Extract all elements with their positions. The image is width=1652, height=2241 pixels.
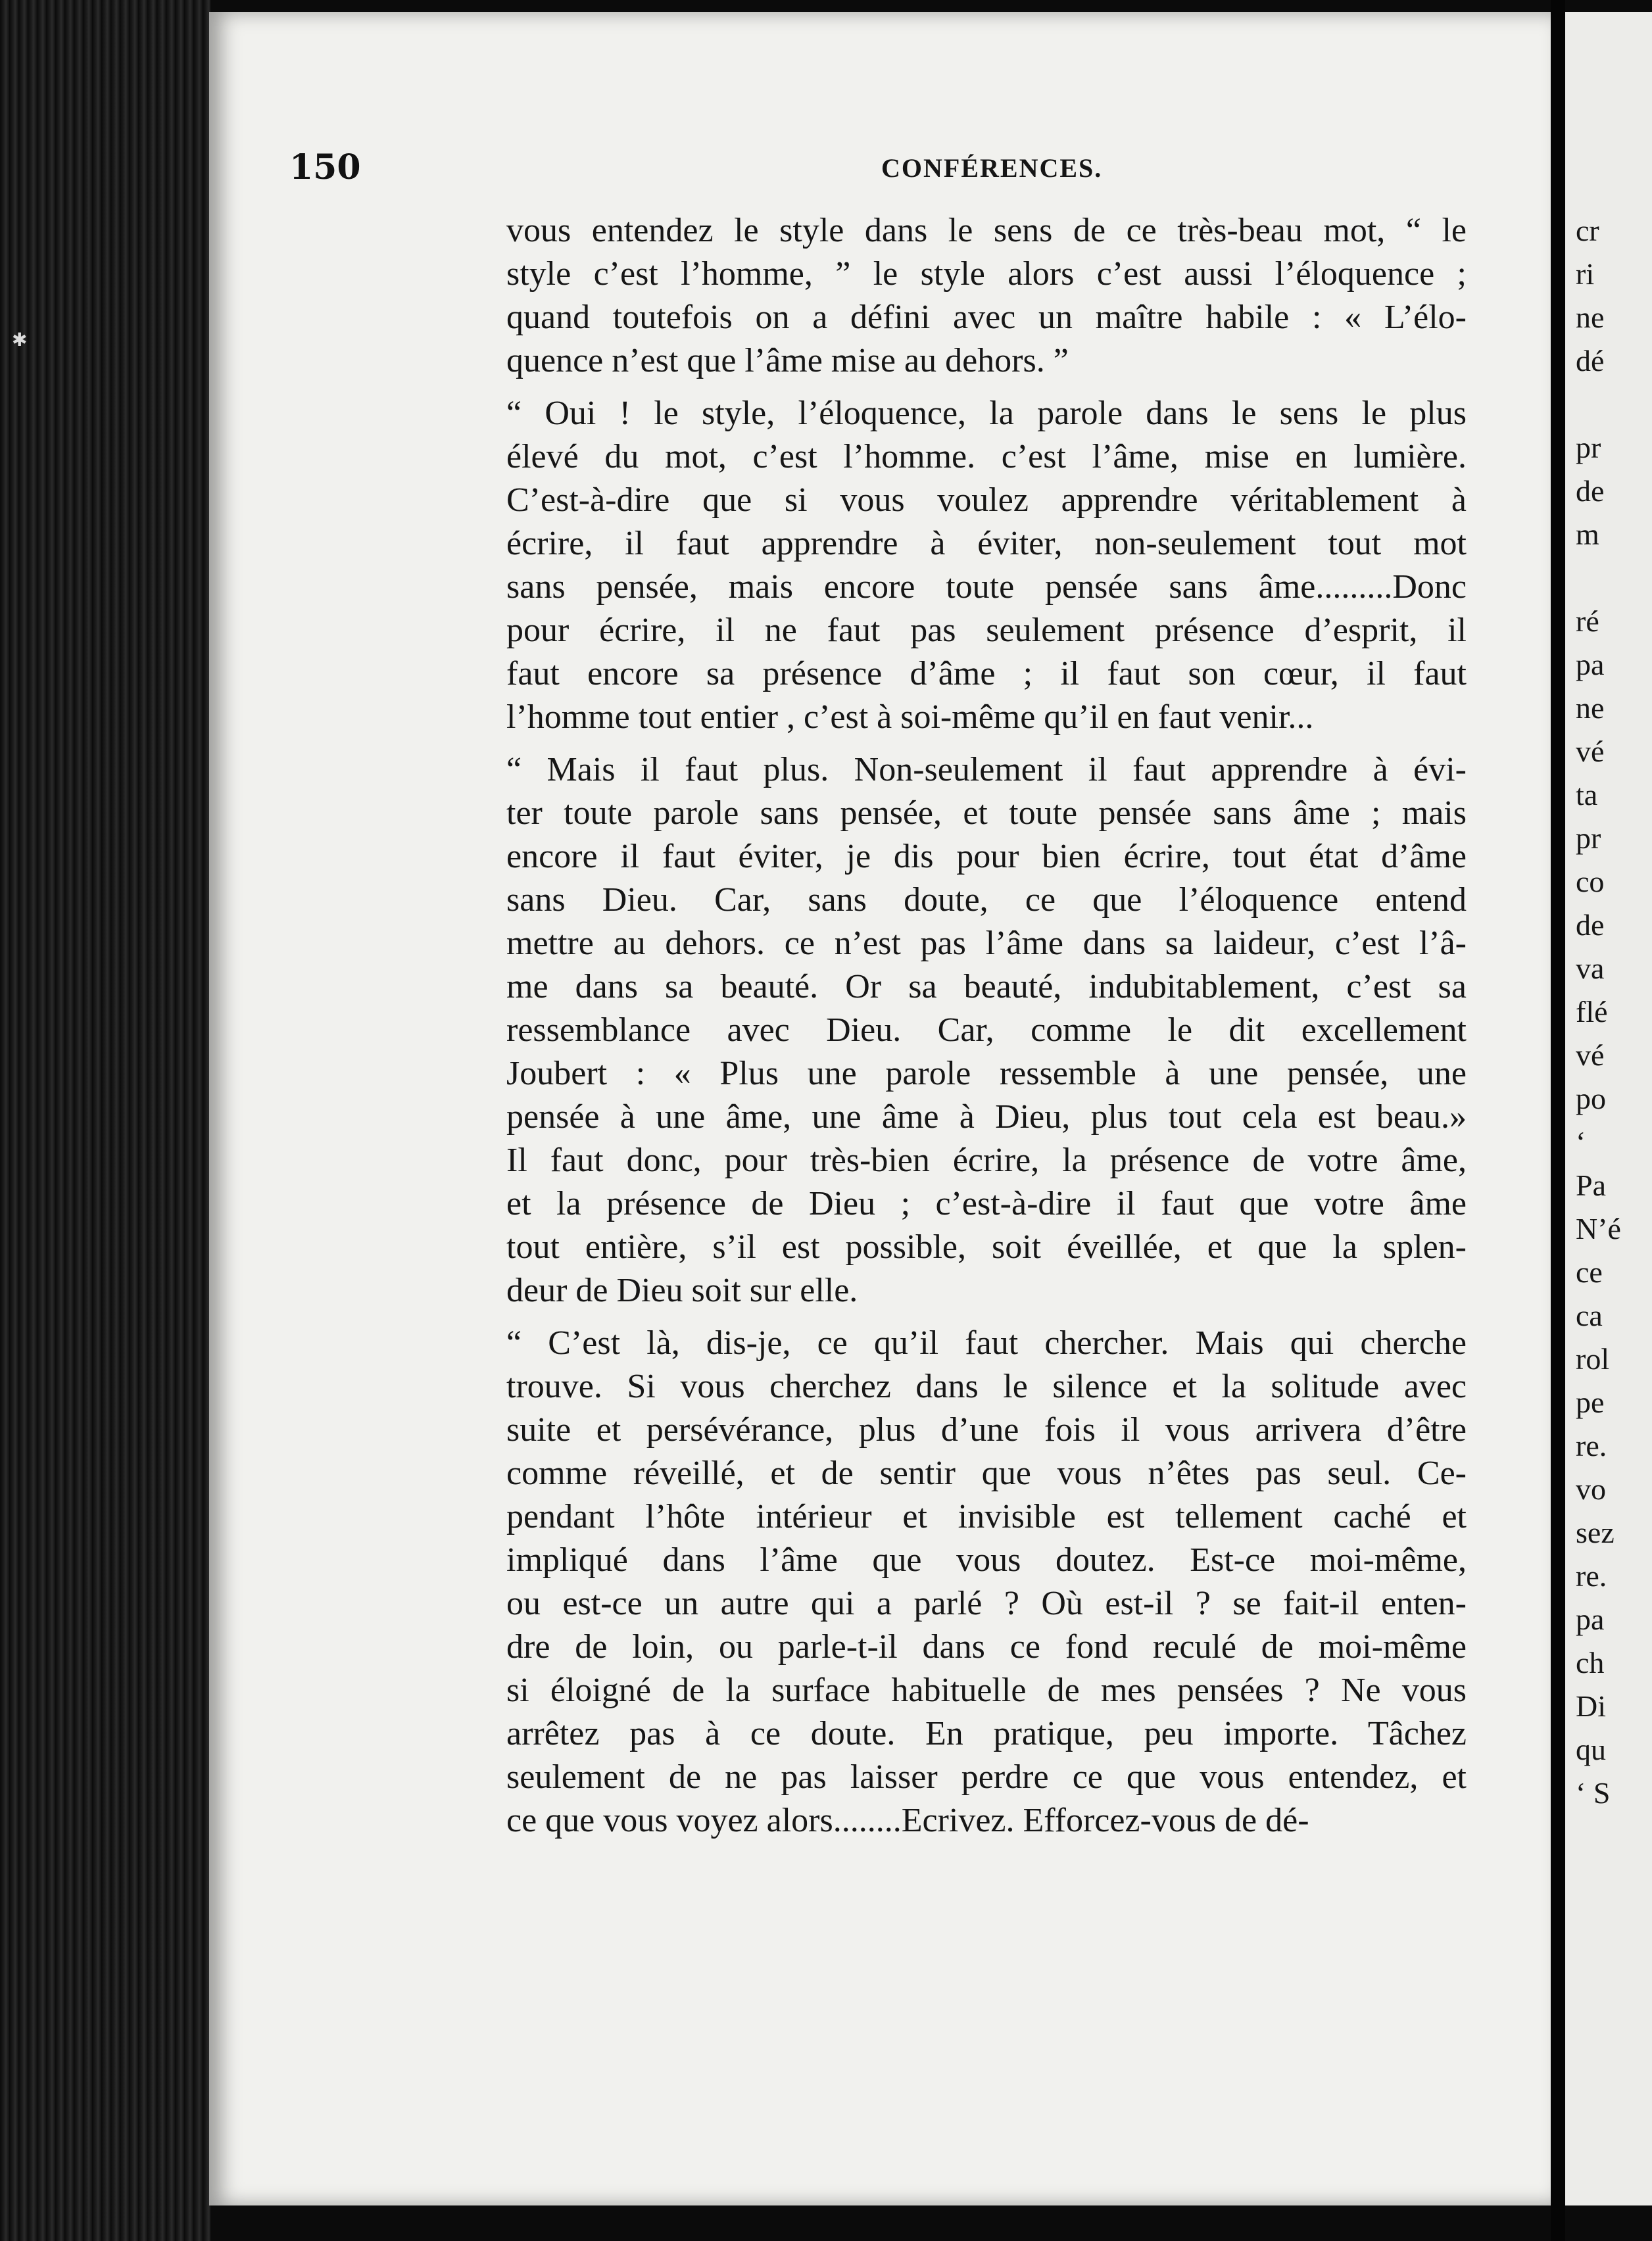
facing-page-fragment: ce [1576, 1255, 1603, 1289]
text-line: pour écrire, il ne faut pas seulement présence d’esprit, il [506, 612, 1467, 649]
facing-page-fragment: m [1576, 518, 1599, 551]
text-line: et la présence de Dieu ; c’est-à-dire il faut que votre âme [506, 1185, 1467, 1222]
facing-page-fragment [1576, 383, 1652, 426]
page-number: 150 [289, 147, 361, 187]
facing-page-fragment: va [1576, 952, 1605, 985]
facing-page-fragment: de [1576, 474, 1605, 508]
text-line: “ Oui ! le style, l’éloquence, la parole dans le sens le plus [506, 395, 1467, 432]
text-line: seulement de ne pas laisser perdre ce que vous entendez, et [506, 1758, 1467, 1796]
text-line: impliqué dans l’âme que vous doutez. Est-ce moi-même, [506, 1541, 1467, 1579]
text-line: comme réveillé, et de sentir que vous n’êtes pas seul. Ce- [506, 1455, 1467, 1492]
book-page-edges [0, 0, 210, 2241]
facing-page-fragment: sez [1576, 1516, 1615, 1549]
facing-page-fragment: de [1576, 908, 1605, 942]
text-line: pendant l’hôte intérieur et invisible est tellement caché et [506, 1498, 1467, 1535]
facing-page-fragment: N’é [1576, 1212, 1621, 1245]
text-line: quand toutefois on a défini avec un maître habile : « L’élo- [506, 299, 1467, 336]
text-line: ter toute parole sans pensée, et toute pensée sans âme ; mais [506, 794, 1467, 832]
facing-page-fragment: ta [1576, 778, 1598, 811]
text-line: pensée à une âme, une âme à Dieu, plus tout cela est beau.» [506, 1098, 1467, 1136]
text-line: faut encore sa présence d’âme ; il faut son cœur, il faut [506, 655, 1467, 692]
facing-page-fragment: ne [1576, 301, 1605, 334]
facing-page-fragment: qu [1576, 1733, 1606, 1766]
facing-page-fragment: ri [1576, 257, 1595, 291]
facing-page-fragment: ch [1576, 1646, 1605, 1679]
text-line: sans pensée, mais encore toute pensée sans âme.........Donc [506, 568, 1467, 606]
text-line: vous entendez le style dans le sens de ce très-beau mot, “ le [506, 212, 1467, 249]
facing-page-fragment: pr [1576, 821, 1601, 855]
facing-page-fragment: ne [1576, 691, 1605, 725]
text-line: ce que vous voyez alors........Ecrivez. Efforcez-vous de dé- [506, 1802, 1309, 1839]
facing-page-fragment: ‘ [1576, 1125, 1586, 1159]
paragraph-gap [506, 383, 1467, 392]
text-line: écrire, il faut apprendre à éviter, non-seulement tout mot [506, 525, 1467, 562]
text-line: encore il faut éviter, je dis pour bien écrire, tout état d’âme [506, 838, 1467, 875]
facing-page-fragment: re. [1576, 1559, 1607, 1593]
facing-page-fragment: dé [1576, 344, 1605, 377]
text-line: dre de loin, ou parle-t-il dans ce fond reculé de moi-même [506, 1628, 1467, 1666]
facing-page-fragment [1576, 556, 1652, 600]
facing-page-fragment: co [1576, 865, 1605, 898]
page-gutter [1551, 0, 1565, 2241]
facing-page-fragment: vo [1576, 1472, 1606, 1506]
facing-page-fragment: Di [1576, 1689, 1606, 1723]
text-line: Joubert : « Plus une parole ressemble à une pensée, une [506, 1055, 1467, 1092]
text-line: mettre au dehors. ce n’est pas l’âme dans sa laideur, c’est l’â- [506, 925, 1467, 962]
facing-page-fragment: ré [1576, 604, 1599, 638]
facing-page-fragment: rol [1576, 1342, 1610, 1376]
facing-page-fragment: flé [1576, 995, 1608, 1028]
text-line: quence n’est que l’âme mise au dehors. ” [506, 342, 1069, 379]
text-line: “ Mais il faut plus. Non-seulement il faut apprendre à évi- [506, 751, 1467, 788]
running-head-title: CONFÉRENCES. [881, 153, 1103, 183]
facing-page-fragment: re. [1576, 1429, 1607, 1462]
text-line: “ C’est là, dis-je, ce qu’il faut chercher. Mais qui cherche [506, 1324, 1467, 1362]
facing-page-fragment: ca [1576, 1299, 1603, 1332]
facing-page-fragment: po [1576, 1082, 1606, 1115]
facing-page-fragment: Pa [1576, 1169, 1606, 1202]
text-line: sans Dieu. Car, sans doute, ce que l’éloquence entend [506, 881, 1467, 919]
scan-speck: ✱ [12, 329, 28, 350]
text-line: deur de Dieu soit sur elle. [506, 1272, 858, 1309]
paragraph-gap [506, 1313, 1467, 1322]
text-line: si éloigné de la surface habituelle de mes pensées ? Ne vous [506, 1672, 1467, 1709]
text-line: Il faut donc, pour très-bien écrire, la présence de votre âme, [506, 1142, 1467, 1179]
facing-page-fragment: pa [1576, 1602, 1605, 1636]
facing-page-fragment: pa [1576, 648, 1605, 681]
facing-page-fragment: pr [1576, 431, 1601, 464]
facing-page-text-fragments [1576, 209, 1652, 1815]
text-line: ressemblance avec Dieu. Car, comme le dit excellement [506, 1011, 1467, 1049]
text-line: suite et persévérance, plus d’une fois il vous arrivera d’être [506, 1411, 1467, 1449]
text-line: me dans sa beauté. Or sa beauté, indubitablement, c’est sa [506, 968, 1467, 1005]
text-line: tout entière, s’il est possible, soit éveillée, et que la splen- [506, 1228, 1467, 1266]
text-line: l’homme tout entier , c’est à soi-même qu’il en faut venir... [506, 698, 1314, 736]
text-line: ou est-ce un autre qui a parlé ? Où est-il ? se fait-il enten- [506, 1585, 1467, 1622]
facing-page-fragment: cr [1576, 214, 1599, 247]
text-line: élevé du mot, c’est l’homme. c’est l’âme, mise en lumière. [506, 438, 1467, 475]
text-line: style c’est l’homme, ” le style alors c’est aussi l’éloquence ; [506, 255, 1467, 293]
facing-page-fragment: ‘ S [1576, 1776, 1611, 1810]
text-line: trouve. Si vous cherchez dans le silence et la solitude avec [506, 1368, 1467, 1405]
text-line: arrêtez pas à ce doute. En pratique, peu importe. Tâchez [506, 1715, 1467, 1752]
text-line: C’est-à-dire que si vous voulez apprendre véritablement à [506, 481, 1467, 519]
facing-page-fragment: vé [1576, 735, 1605, 768]
paragraph-gap [506, 739, 1467, 748]
facing-page-fragment: vé [1576, 1038, 1605, 1072]
body-text [506, 209, 1467, 1843]
facing-page-fragment: pe [1576, 1386, 1605, 1419]
